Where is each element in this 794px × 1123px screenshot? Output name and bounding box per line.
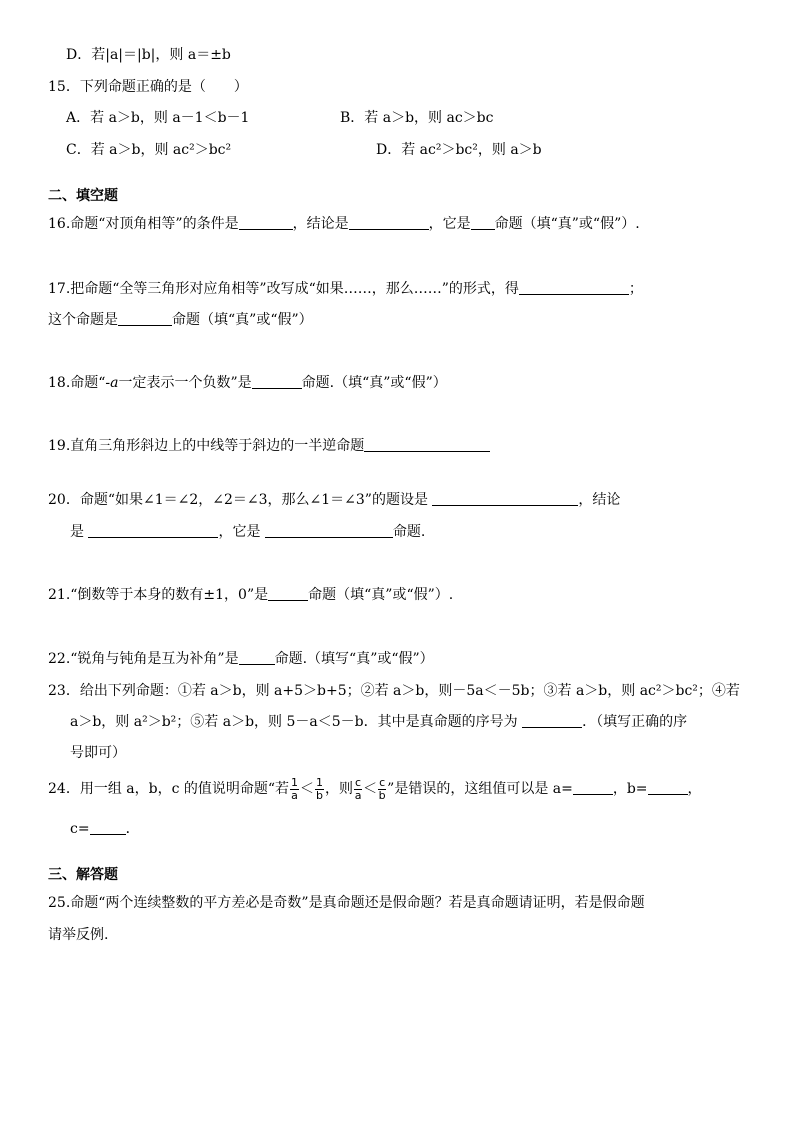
- q17-blank-1[interactable]: [519, 280, 629, 295]
- q18: 18.命题“-a一定表示一个负数”是 命题.（填“真”或“假”）: [48, 375, 447, 391]
- q20-line-1: 20．命题“如果∠1＝∠2，∠2＝∠3，那么∠1＝∠3”的题设是 ，结论: [48, 492, 621, 508]
- q23-blank[interactable]: [522, 713, 582, 728]
- q21-blank[interactable]: [268, 586, 308, 601]
- q21: 21.“倒数等于本身的数有±1，0”是 命题（填“真”或“假”）.: [48, 587, 454, 603]
- fraction-c-over-a: $\frac{c}{a}$: [354, 775, 362, 802]
- fraction-1-over-a: $\frac{1}{a}$: [291, 775, 299, 802]
- q16-blank-2[interactable]: [349, 215, 429, 230]
- q16-blank-1[interactable]: [239, 215, 293, 230]
- q23-line-2: a＞b，则 a²＞b²；⑤若 a＞b，则 5－a＜5－b．其中是真命题的序号为 ．（填写正确的序: [70, 714, 688, 730]
- q16: 16.命题“对顶角相等”的条件是 ，结论是 ，它是 命题（填“真”或“假”）.: [48, 216, 640, 232]
- q15-stem: 15．下列命题正确的是（ ）: [48, 79, 248, 95]
- q24-blank-c[interactable]: [90, 820, 126, 835]
- q25-line-1: 25.命题“两个连续整数的平方差必是奇数”是真命题还是假命题？若是真命题请证明，若是假命题: [48, 895, 645, 911]
- q23-line-3: 号即可）: [70, 745, 126, 761]
- section-solve: 三、解答题: [48, 867, 118, 883]
- section-fill-in: 二、填空题: [48, 188, 118, 204]
- q24-line-2: c= ．: [70, 821, 140, 837]
- q18-blank[interactable]: [252, 374, 302, 389]
- q15-option-d: D．若 ac²＞bc²，则 a＞b: [376, 142, 542, 158]
- q24-blank-b[interactable]: [648, 780, 688, 795]
- q24-line-1: 24．用一组 a，b，c 的值说明命题“若 $\frac{1}{a}$ ＜ $\frac{1}{b}$ ，则 $\frac{c}{a}$ ＜ $\frac{c}{b}$ ”是错误的，这组值可以是 a= ，b= ，: [48, 775, 702, 802]
- q15-option-a: A．若 a＞b，则 a－1＜b－1: [66, 110, 250, 126]
- q22: 22.“锐角与钝角是互为补角”是 命题.（填写“真”或“假”）: [48, 651, 434, 667]
- q20-blank-3[interactable]: [265, 523, 393, 538]
- q19-blank[interactable]: [364, 437, 490, 452]
- q19: 19.直角三角形斜边上的中线等于斜边的一半逆命题: [48, 437, 490, 455]
- fraction-c-over-b: $\frac{c}{b}$: [378, 775, 386, 802]
- q24-blank-a[interactable]: [573, 780, 613, 795]
- q17-line-1: 17.把命题“全等三角形对应角相等”改写成“如果……，那么……”的形式，得 ；: [48, 281, 643, 297]
- q15-option-b: B．若 a＞b，则 ac＞bc: [340, 110, 494, 126]
- q17-line-2: 这个命题是 命题（填“真”或“假”）: [48, 312, 313, 328]
- q20-blank-2[interactable]: [88, 523, 218, 538]
- q25-line-2: 请举反例.: [48, 927, 109, 943]
- q15-option-c: C．若 a＞b，则 ac²＞bc²: [66, 142, 232, 158]
- q16-blank-3[interactable]: [471, 215, 495, 230]
- q20-line-2: 是 ，它是 命题.: [70, 524, 426, 540]
- q14-option-d: D．若|a|＝|b|，则 a＝±b: [66, 47, 231, 63]
- q23-line-1: 23．给出下列命题：①若 a＞b，则 a+5＞b+5；②若 a＞b，则－5a＜－5b；③若 a＞b，则 ac²＞bc²；④若: [48, 683, 740, 699]
- fraction-1-over-b: $\frac{1}{b}$: [316, 775, 324, 802]
- q17-blank-2[interactable]: [118, 311, 172, 326]
- q22-blank[interactable]: [239, 650, 275, 665]
- q20-blank-1[interactable]: [432, 491, 578, 506]
